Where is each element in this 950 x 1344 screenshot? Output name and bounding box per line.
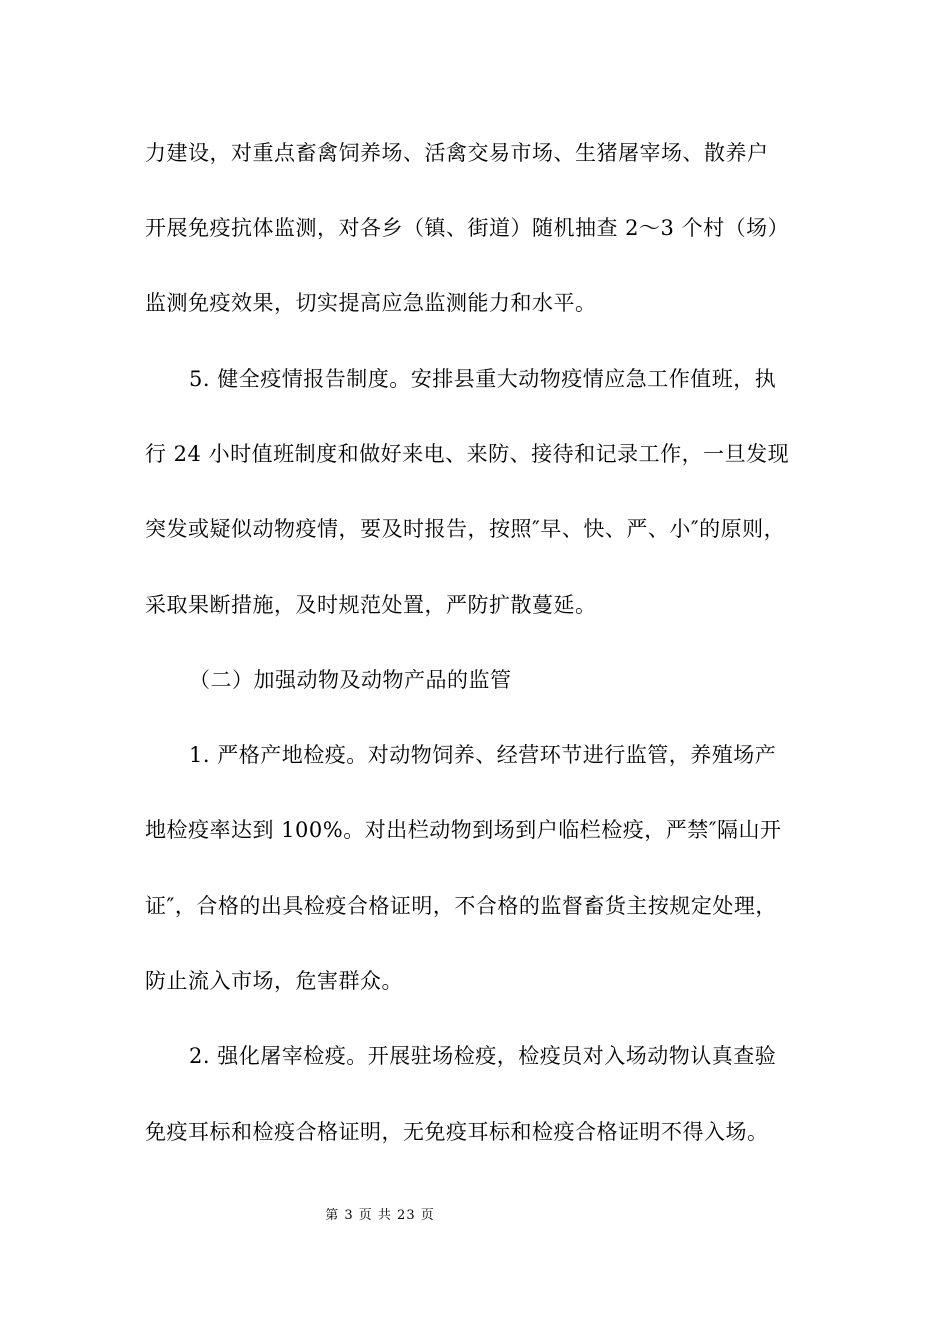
page-number-footer: 第 3 页 共 23 页 xyxy=(325,1208,435,1223)
paragraph-line: 力建设，对重点畜禽饲养场、活禽交易市场、生猪屠宰场、散养户 xyxy=(145,141,769,165)
paragraph-line: 1. 严格产地检疫。对动物饲养、经营环节进行监管，养殖场产 xyxy=(189,743,777,767)
section-heading: （二）加强动物及动物产品的监管 xyxy=(189,668,512,692)
paragraph-line: 突发或疑似动物疫情，要及时报告，按照″早、快、严、小″的原则， xyxy=(145,517,786,541)
paragraph-line: 地检疫率达到 100%。对出栏动物到场到户临栏检疫，严禁″隔山开 xyxy=(145,818,782,842)
paragraph-line: 监测免疫效果，切实提高应急监测能力和水平。 xyxy=(145,291,597,315)
paragraph-line: 证″，合格的出具检疫合格证明，不合格的监督畜货主按规定处理， xyxy=(145,894,777,918)
paragraph-line: 开展免疫抗体监测，对各乡（镇、街道）随机抽查 2～3 个村（场） xyxy=(145,216,790,240)
paragraph-line: 防止流入市场，危害群众。 xyxy=(145,969,403,993)
paragraph-line: 采取果断措施，及时规范处置，严防扩散蔓延。 xyxy=(145,593,597,617)
paragraph-line: 5. 健全疫情报告制度。安排县重大动物疫情应急工作值班，执 xyxy=(189,367,777,391)
paragraph-line: 行 24 小时值班制度和做好来电、来防、接待和记录工作，一旦发现 xyxy=(145,442,790,466)
paragraph-line: 2. 强化屠宰检疫。开展驻场检疫，检疫员对入场动物认真查验 xyxy=(189,1044,777,1068)
paragraph-line: 免疫耳标和检疫合格证明，无免疫耳标和检疫合格证明不得入场。 xyxy=(145,1120,769,1144)
